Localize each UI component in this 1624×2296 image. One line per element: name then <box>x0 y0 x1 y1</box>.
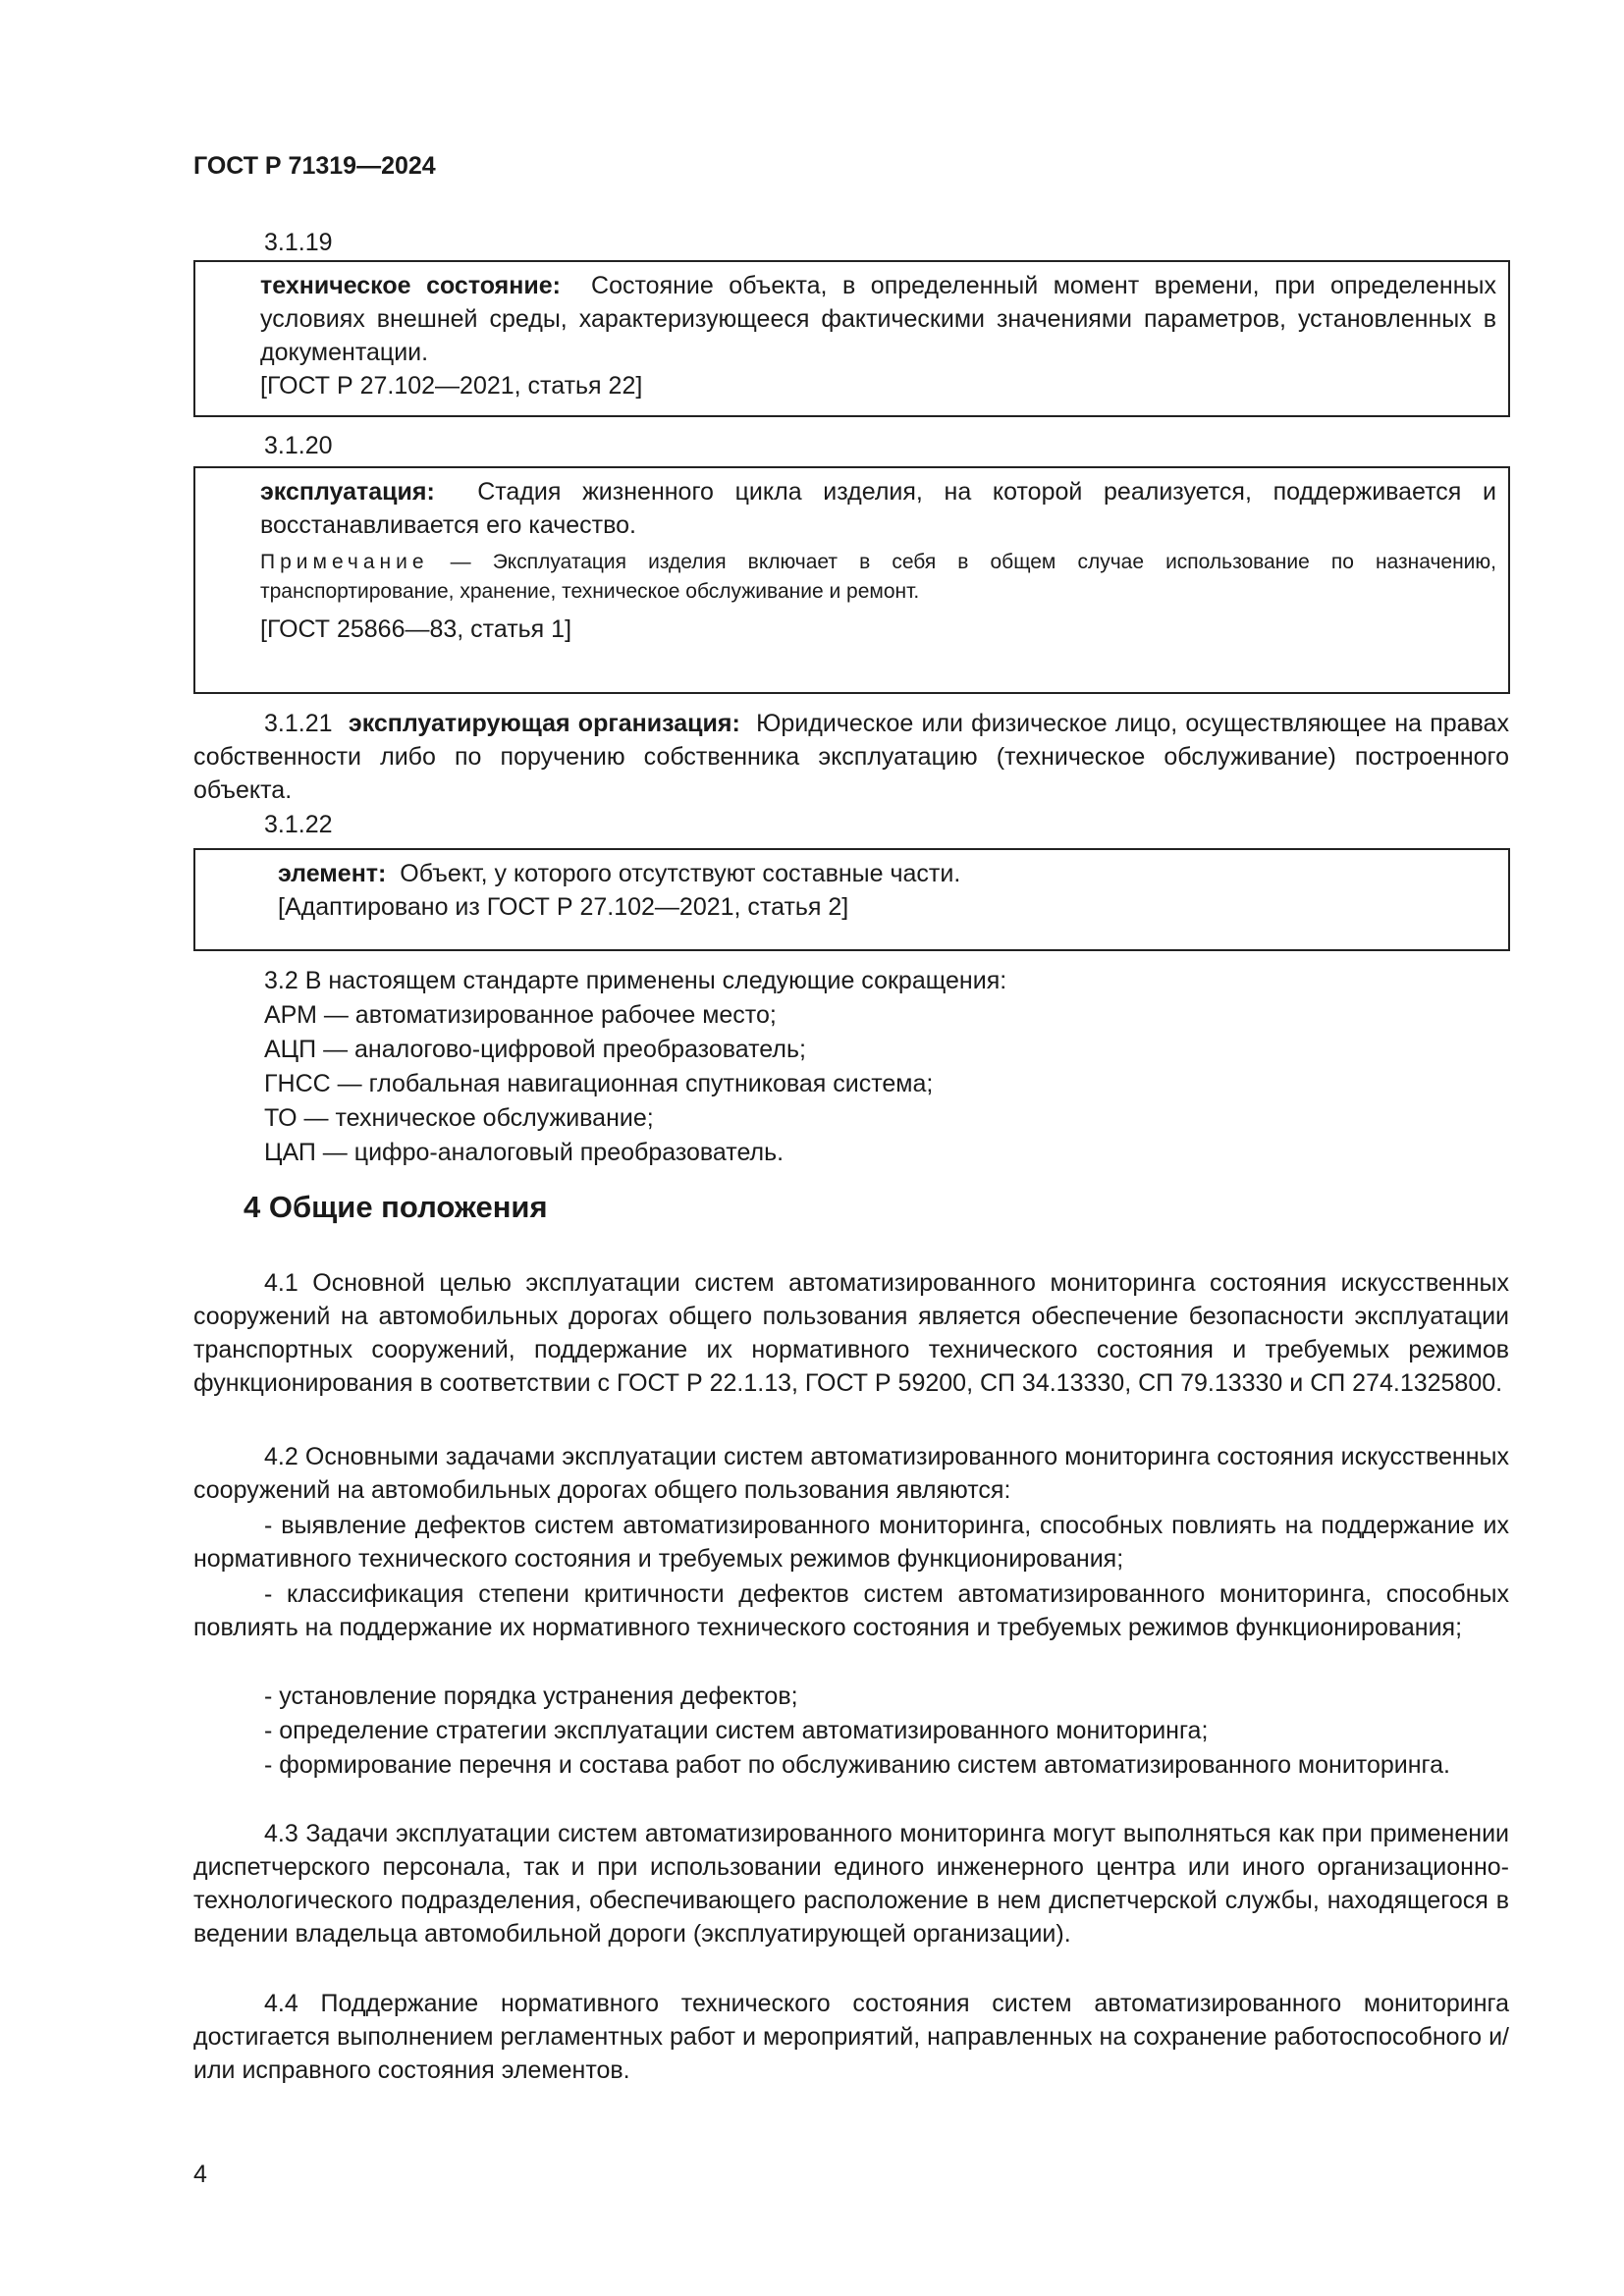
abbreviation-item: ЦАП — цифро-аналоговый преобразователь. <box>264 1139 785 1166</box>
abbreviation-item: ГНСС — глобальная навигационная спутниковая система; <box>264 1070 934 1097</box>
task-item: - установление порядка устранения дефектов; <box>264 1682 798 1710</box>
document-code: ГОСТ Р 71319—2024 <box>193 152 436 180</box>
task-item: - классификация степени критичности дефектов систем автоматизированного мониторинга, способных повлиять на поддержание их нормативного технического состояния и требуемых режимов функционирования; <box>193 1580 1509 1641</box>
definition-term: элемент: <box>278 860 387 887</box>
definition-source: [Адаптировано из ГОСТ Р 27.102—2021, статья 2] <box>278 893 849 921</box>
definition-body <box>278 857 1496 890</box>
abbreviation-item: ТО — техническое обслуживание; <box>264 1104 654 1132</box>
section-heading: 4 Общие положения <box>244 1190 548 1224</box>
abbreviation-item: АЦП — аналогово-цифровой преобразователь; <box>264 1036 806 1063</box>
definition-number: 3.1.22 <box>264 811 333 838</box>
abbreviation-item: АРМ — автоматизированное рабочее место; <box>264 1001 777 1029</box>
definition-text: Объект, у которого отсутствуют составные части. <box>400 860 961 887</box>
task-item: - формирование перечня и состава работ по обслуживанию систем автоматизированного мониторинга. <box>264 1751 1450 1779</box>
paragraph-4-1: 4.1 Основной целью эксплуатации систем автоматизированного мониторинга состояния искусственных сооружений на автомобильных дорогах общего пользования является обеспечение безопасности эксплуатации транспортных сооружений, поддержание их нормативного технического состояния и требуемых режимов функционирования в соответствии с ГОСТ Р 22.1.13, ГОСТ Р 59200, СП 34.13330, СП 79.13330 и СП 274.1325800. <box>193 1269 1509 1397</box>
definition-number: 3.1.20 <box>264 432 333 459</box>
definition-source: [ГОСТ 25866—83, статья 1] <box>260 615 572 643</box>
abbreviations-intro: 3.2 В настоящем стандарте применены следующие сокращения: <box>264 967 1007 994</box>
definition-box <box>193 260 1510 417</box>
page-number: 4 <box>193 2161 207 2188</box>
definition-term: эксплуатирующая организация: <box>348 710 740 737</box>
paragraph-4-2: 4.2 Основными задачами эксплуатации систем автоматизированного мониторинга состояния искусственных сооружений на автомобильных дорогах общего пользования являются: <box>193 1443 1509 1504</box>
note-text: — Эксплуатация изделия включает в себя в общем случае использование по назначению, транспортирование, хранение, техническое обслуживание и ремонт. <box>260 551 1496 603</box>
definition-source: [ГОСТ Р 27.102—2021, статья 22] <box>260 372 643 400</box>
definition-note <box>260 548 1496 607</box>
task-item: - выявление дефектов систем автоматизированного мониторинга, способных повлиять на поддержание их нормативного технического состояния и требуемых режимов функционирования; <box>193 1512 1509 1573</box>
definition-text: Стадия жизненного цикла изделия, на которой реализуется, поддерживается и восстанавливается его качество. <box>260 478 1496 539</box>
definition-number: 3.1.21 <box>264 710 333 737</box>
definition-body <box>260 269 1496 369</box>
definition-term: эксплуатация: <box>260 478 435 506</box>
task-item: - определение стратегии эксплуатации систем автоматизированного мониторинга; <box>264 1717 1209 1744</box>
definition-body <box>260 475 1496 542</box>
definition-box <box>193 466 1510 694</box>
definition-text: Юридическое или физическое лицо, осуществляющее на правах собственности либо по поручению собственника эксплуатацию (техническое обслуживание) построенного объекта. <box>193 710 1509 804</box>
definition-term: техническое состояние: <box>260 272 561 299</box>
definition-number: 3.1.19 <box>264 229 333 256</box>
paragraph-4-4: 4.4 Поддержание нормативного технического состояния систем автоматизированного мониторинга достигается выполнением регламентных работ и мероприятий, направленных на сохранение работоспособного и/или исправного состояния элементов. <box>193 1990 1509 2084</box>
definition-paragraph <box>193 707 1509 807</box>
paragraph-4-3: 4.3 Задачи эксплуатации систем автоматизированного мониторинга могут выполняться как при применении диспетчерского персонала, так и при использовании единого инженерного центра или иного организационно-технологического подразделения, обеспечивающего расположение в нем диспетчерской службы, находящегося в ведении владельца автомобильной дороги (эксплуатирующей организации). <box>193 1820 1509 1948</box>
note-label: Примечание <box>260 551 429 573</box>
definition-text: Состояние объекта, в определенный момент времени, при определенных условиях внешней среды, характеризующееся фактическими значениями параметров, установленных в документации. <box>260 272 1496 366</box>
definition-box <box>193 848 1510 951</box>
